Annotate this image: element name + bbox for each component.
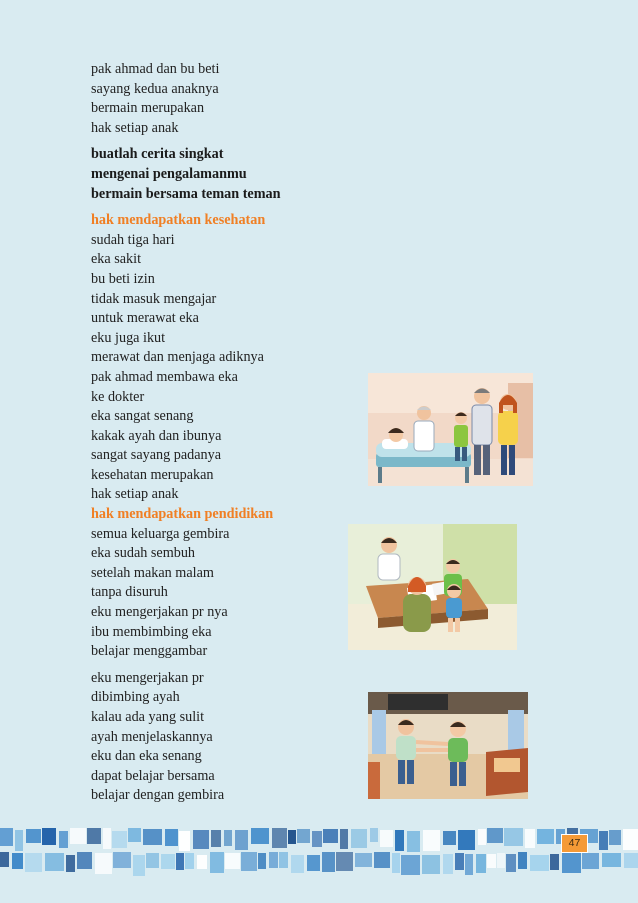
decor-patch (443, 831, 456, 845)
decor-patch (210, 852, 224, 873)
decor-patch (504, 828, 523, 846)
text-line: eku mengerjakan pr (91, 669, 204, 686)
text-line: eka sudah sembuh (91, 545, 196, 562)
decor-patch (443, 854, 453, 874)
decor-patch (525, 829, 535, 848)
doctor-visit-illustration (368, 373, 533, 486)
text-line: sangat sayang padanya (91, 447, 222, 464)
decor-patch (279, 852, 288, 868)
decor-patch (112, 831, 127, 848)
text-line: ke dokter (91, 388, 145, 405)
text-line: pak ahmad dan bu beti (91, 61, 220, 77)
text-line: pak ahmad membawa eka (91, 368, 238, 385)
decor-patch (224, 830, 232, 846)
text-line: eka sakit (91, 251, 142, 268)
decor-patch (176, 853, 184, 870)
decor-patch (185, 853, 194, 869)
instruction-paragraph (91, 145, 361, 204)
decor-patch (26, 829, 41, 843)
text-line: belajar dengan gembira (91, 787, 225, 804)
decor-patch (197, 855, 207, 869)
patch-row (0, 852, 638, 876)
text-line: untuk merawat eka (91, 310, 199, 327)
decor-patch (103, 828, 111, 849)
decor-patch (623, 829, 638, 850)
decor-patch (506, 854, 516, 872)
text-line: tanpa disuruh (91, 584, 168, 601)
text-line: belajar menggambar (91, 643, 208, 660)
decor-patch (609, 830, 621, 845)
decor-patch (374, 852, 390, 868)
decor-patch (355, 853, 372, 867)
body-text (91, 60, 361, 813)
text-line: mengenai pengalamanmu (91, 165, 247, 182)
decor-patch (251, 828, 269, 844)
decor-patch (269, 852, 278, 868)
decor-patch (422, 855, 440, 874)
decor-patch (401, 855, 420, 875)
decor-patch (312, 831, 322, 847)
text-line: kesehatan merupakan (91, 466, 214, 483)
text-line: setelah makan malam (91, 564, 214, 581)
decor-patch (407, 831, 420, 852)
decor-patch (258, 853, 266, 869)
decor-patch (128, 828, 141, 842)
text-line: kalau ada yang sulit (91, 709, 205, 725)
decor-patch (537, 829, 554, 844)
playing-together-illustration (368, 692, 528, 799)
decor-patch (458, 830, 475, 850)
decor-patch (59, 831, 68, 848)
decor-patch (25, 853, 42, 872)
education-section (91, 505, 361, 662)
decor-patch (87, 828, 101, 844)
text-line: eku mengerjakan pr nya (91, 604, 228, 621)
text-line: eka sangat senang (91, 408, 194, 425)
decor-patch (395, 830, 404, 851)
decor-patch (307, 855, 320, 871)
decor-patch (478, 829, 486, 845)
decor-patch (599, 831, 608, 850)
section-heading: hak mendapatkan pendidikan (91, 506, 274, 523)
decor-patch (487, 854, 496, 868)
decor-patch (272, 828, 287, 848)
text-line: bermain merupakan (91, 100, 205, 117)
text-line: buatlah cerita singkat (91, 146, 224, 163)
text-line: merawat dan menjaga adiknya (91, 349, 264, 366)
decor-patch (624, 853, 638, 868)
text-line: eku dan eka senang (91, 748, 202, 765)
decor-patch (235, 830, 248, 850)
text-line: eku juga ikut (91, 329, 166, 346)
decor-patch (193, 830, 209, 849)
decor-patch (211, 830, 221, 847)
decor-patch (562, 852, 581, 873)
text-line: sayang kedua anaknya (91, 80, 219, 97)
section-heading: hak mendapatkan kesehatan (91, 212, 266, 229)
decor-patch (77, 852, 92, 869)
decor-patch (392, 853, 400, 873)
decor-patch (351, 829, 367, 848)
decorative-footer-band (0, 826, 638, 896)
text-line: sudah tiga hari (91, 231, 175, 248)
decor-patch (423, 830, 440, 851)
decor-patch (179, 831, 190, 851)
decor-patch (336, 852, 353, 871)
text-line: hak setiap anak (91, 486, 179, 503)
decor-patch (291, 855, 304, 873)
text-line: hak setiap anak (91, 119, 179, 136)
decor-patch (42, 828, 56, 845)
decor-patch (133, 855, 145, 876)
decor-patch (602, 853, 621, 867)
decor-patch (380, 830, 393, 847)
decor-patch (113, 852, 131, 868)
decor-patch (45, 853, 64, 871)
decor-patch (165, 829, 178, 846)
decor-patch (476, 854, 486, 873)
decor-patch (340, 829, 348, 849)
decor-patch (323, 829, 338, 843)
decor-patch (146, 853, 159, 868)
health-section (91, 211, 361, 505)
decor-patch (550, 854, 559, 870)
decor-patch (518, 852, 527, 869)
decor-patch (582, 853, 599, 869)
decor-patch (12, 853, 23, 869)
decor-patch (370, 828, 378, 842)
family-study-illustration (348, 524, 517, 650)
decor-patch (487, 828, 503, 843)
decor-patch (530, 855, 549, 871)
text-line: dibimbing ayah (91, 689, 180, 706)
page-number-badge: 47 (561, 834, 588, 853)
decor-patch (66, 855, 75, 872)
decor-patch (15, 830, 23, 851)
text-line: bermain bersama teman teman (91, 185, 281, 202)
intro-paragraph (91, 60, 361, 138)
text-line: tidak masuk mengajar (91, 290, 217, 307)
text-line: semua keluarga gembira (91, 525, 230, 542)
decor-patch (225, 853, 240, 869)
patch-row (0, 828, 638, 852)
decor-patch (70, 828, 86, 844)
decor-patch (465, 854, 473, 875)
closing-paragraph (91, 669, 361, 806)
decor-patch (322, 852, 335, 872)
decor-patch (297, 829, 310, 843)
decor-patch (0, 828, 13, 846)
text-line: ibu membimbing eka (91, 623, 212, 640)
decor-patch (95, 853, 112, 874)
decor-patch (241, 852, 257, 871)
decor-patch (0, 852, 9, 867)
text-line: ayah menjelaskannya (91, 728, 213, 745)
text-line: kakak ayah dan ibunya (91, 427, 222, 444)
decor-patch (161, 854, 175, 869)
text-line: dapat belajar bersama (91, 767, 215, 784)
decor-patch (497, 853, 505, 868)
decor-patch (143, 829, 162, 845)
text-line: bu beti izin (91, 270, 155, 287)
decor-patch (455, 853, 464, 870)
decor-patch (288, 830, 296, 844)
